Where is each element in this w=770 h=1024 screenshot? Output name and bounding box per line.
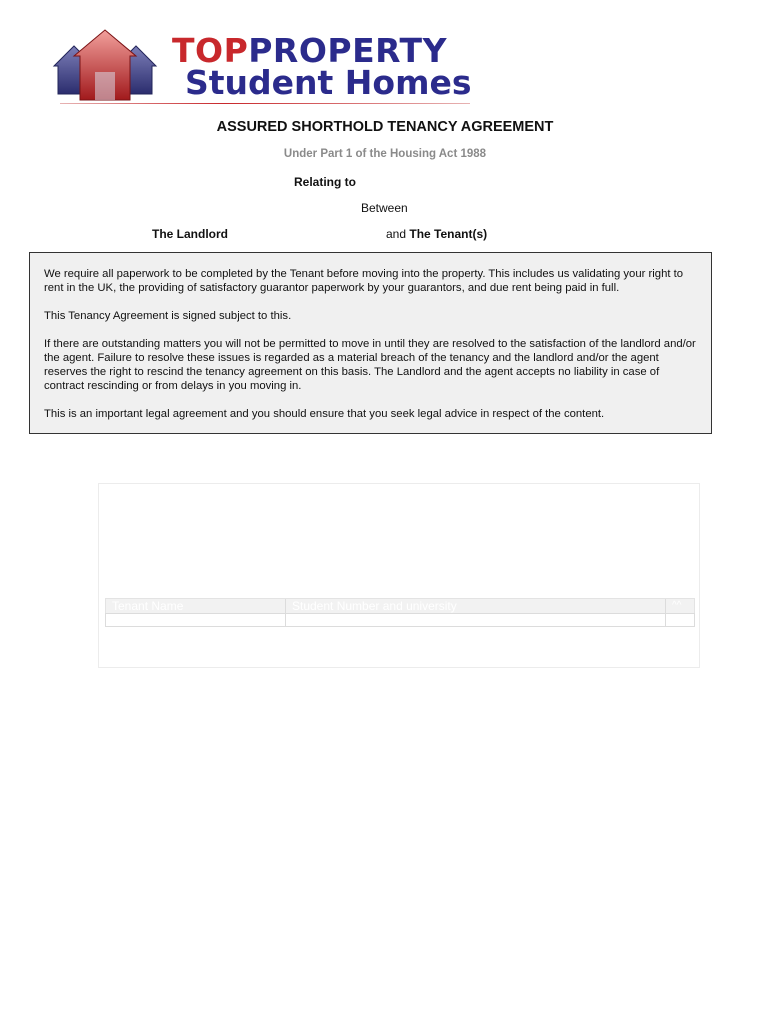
relating-to-label: Relating to [294, 175, 356, 189]
notice-paragraph: We require all paperwork to be completed by the Tenant before moving into the property. This includes us validating your right to rent in the UK, the providing of satisfactory guarantor paperwork by your guarantors, and due rent being paid in full. [44, 268, 684, 294]
notice-paragraph: If there are outstanding matters you will not be permitted to move in until they are resolved to the satisfaction of the landlord and/or the agent. Failure to resolve these issues is regarded as a material breach of the tenancy and the landlord and/or the agent reserves the right to rescind the tenancy agreement on this basis. The Landlord and the agent accepts no liability in case of contract rescinding or from delays in you moving in. [44, 338, 696, 392]
houses-icon [50, 28, 160, 108]
company-logo [50, 28, 480, 108]
document-title: ASSURED SHORTHOLD TENANCY AGREEMENT [216, 119, 554, 135]
sort-toggle[interactable]: ^^ [672, 600, 682, 611]
tenant-table-header [105, 598, 695, 614]
student-number-field[interactable] [286, 614, 664, 626]
notice-box [29, 252, 712, 434]
logo-divider [60, 103, 470, 104]
table-row [105, 613, 695, 627]
tenant-label [386, 227, 487, 241]
column-divider [665, 614, 666, 626]
column-divider [665, 599, 666, 613]
column-divider [285, 599, 286, 613]
tenant-name-header: Tenant Name [112, 599, 184, 613]
tenant-form-panel [98, 483, 700, 668]
logo-wordmark: TOPPROPERTY [172, 31, 447, 70]
between-label: Between [361, 201, 408, 215]
tenant-name-field[interactable] [106, 614, 284, 626]
notice-paragraph: This Tenancy Agreement is signed subject to this. [44, 310, 292, 322]
notice-paragraph: This is an important legal agreement and you should ensure that you seek legal advice in respect of the content. [44, 408, 605, 420]
document-subtitle: Under Part 1 of the Housing Act 1988 [283, 148, 487, 160]
and-label: and [386, 227, 407, 241]
landlord-label: The Landlord [152, 227, 228, 241]
logo-subtitle: Student Homes [185, 63, 472, 102]
tenants-label: The Tenant(s) [409, 227, 488, 241]
student-number-header: Student Number and university [292, 599, 457, 613]
